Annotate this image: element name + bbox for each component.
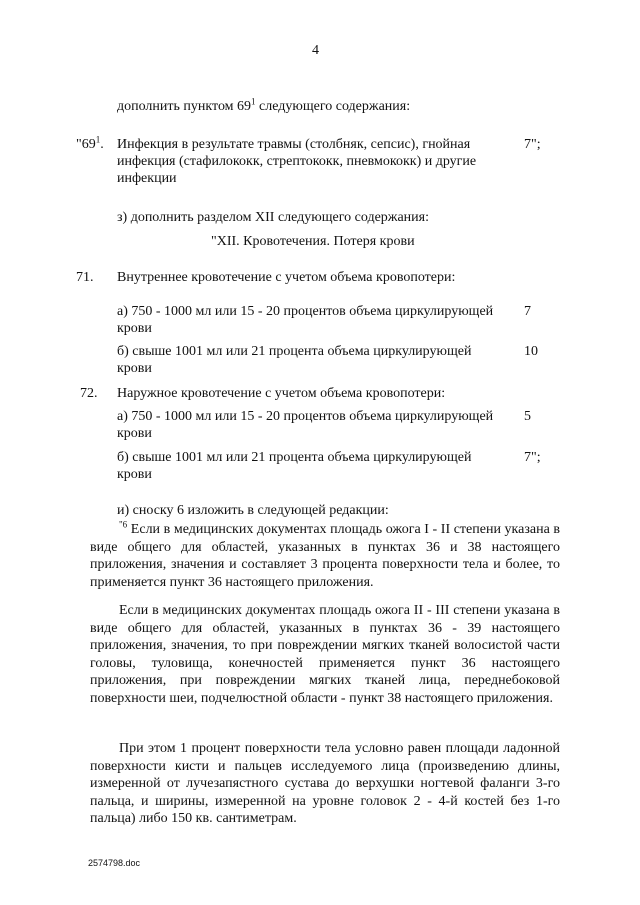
item71-row-b-value: 10 (524, 344, 538, 359)
item72-row-b-value: 7"; (524, 450, 541, 465)
item69-number: "$69^1$. (76, 134, 104, 152)
item72-row-b-text: б) свыше 1001 мл или 21 процента объема циркулирующей крови (117, 450, 472, 482)
intro-line (117, 98, 410, 115)
page-number: 4 (312, 43, 319, 58)
paragraph-2: Если в медицинских документах площадь ожога II - III степени указана в виде общего для областей, указанных в пунктах 36 - 39 настоящего приложения, значения, то при повреждении мягких тканей волосистой части головы, туловища, конечностей применяется пункт 36 настоящего приложения, при повреждении мягких тканей лица, переднебоковой поверхности шеи, подчелюстной области - пункт 38 настоящего приложения. (90, 603, 560, 706)
file-footer: 2574798.doc (88, 858, 141, 868)
item72-row-a-value: 5 (524, 409, 531, 424)
intro-text: дополнить пунктом 69 (117, 99, 252, 114)
intro-tail: следующего содержания: (255, 99, 411, 114)
intro-sup: 1 (251, 96, 256, 107)
section-title: "XII. Кровотечения. Потеря крови (211, 234, 415, 249)
item71-title: Внутреннее кровотечение с учетом объема кровопотери: (117, 270, 456, 285)
item71-row-a-value: 7 (524, 304, 531, 319)
paragraph-1-text: Если в медицинских документах площадь ожога I - II степени указана в виде общего для областей, указанных в пунктах 36 и 38 настоящего приложения, значения и составляет 3 процента поверхности тела и более, то применяется пункт 36 настоящего приложения. (90, 522, 560, 590)
item71-row-a-text: а) 750 - 1000 мл или 15 - 20 процентов объема циркулирующей крови (117, 304, 494, 336)
section-i: и) сноску 6 изложить в следующей редакции: (117, 503, 389, 518)
paragraph-3: При этом 1 процент поверхности тела условно равен площади ладонной поверхности кисти и пальцев исследуемого лица (произведению длины, измеренной от лучезапястного сустава до верхушки ногтевой фаланги 3-го пальца, и ширины, измеренной на уровне головок 2 - 4-й костей без 1-го пальца) либо 150 кв. сантиметрам. (90, 741, 560, 826)
item72-title: Наружное кровотечение с учетом объема кровопотери: (117, 386, 446, 401)
paragraph-1 (90, 521, 560, 591)
footnote-mark: "6 (119, 519, 128, 530)
section-z: з) дополнить разделом XII следующего содержания: (117, 210, 429, 225)
item71-number: 71. (76, 270, 94, 285)
item69-text: Инфекция в результате травмы (столбняк, сепсис), гнойная инфекция (стафилококк, стрептококк, пневмококк) и другие инфекции (117, 137, 477, 186)
item71-row-b-text: б) свыше 1001 мл или 21 процента объема циркулирующей крови (117, 344, 472, 376)
item69-value: 7"; (524, 137, 541, 152)
item72-number: 72. (80, 386, 98, 401)
item72-row-a-text: а) 750 - 1000 мл или 15 - 20 процентов объема циркулирующей крови (117, 409, 494, 441)
